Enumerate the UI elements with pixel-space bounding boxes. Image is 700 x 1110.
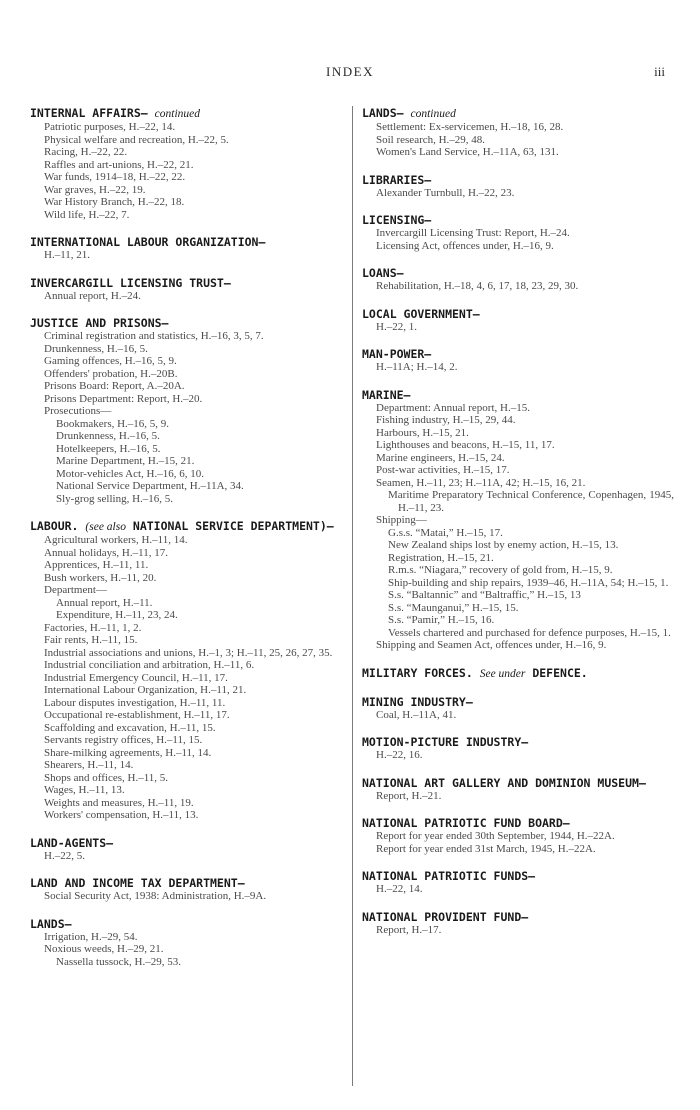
index-line: Bush workers, H.–11, 20. xyxy=(44,571,157,584)
heading-reference-text: DEFENCE. xyxy=(532,665,588,680)
index-line: Raffles and art-unions, H.–22, 21. xyxy=(44,158,194,171)
index-line: Wages, H.–11, 13. xyxy=(44,784,125,796)
index-line: Annual holidays, H.–11, 17. xyxy=(44,546,168,559)
index-line: Report, H.–17. xyxy=(376,923,442,936)
heading-text: MAN-POWER— xyxy=(362,347,432,361)
heading-text: LANDS— xyxy=(362,106,404,120)
heading-text: INTERNATIONAL LABOUR ORGANIZATION— xyxy=(30,235,266,249)
index-line: Rehabilitation, H.–18, 4, 6, 17, 18, 23, 29, 30. xyxy=(376,280,579,292)
index-line: New Zealand ships lost by enemy action, H.–15, 13. xyxy=(388,539,619,551)
heading-text: LAND-AGENTS— xyxy=(30,835,114,850)
index-line: Vessels chartered and purchased for defence purposes, H.–15, 1. xyxy=(388,626,671,639)
index-line: Industrial Emergency Council, H.–11, 17. xyxy=(44,671,228,684)
index-heading xyxy=(30,276,342,290)
index-line: Expenditure, H.–11, 23, 24. xyxy=(56,609,178,621)
index-line: Factories, H.–11, 1, 2. xyxy=(44,621,142,634)
index-line: Annual report, H.–11. xyxy=(56,596,153,609)
index-line: Women's Land Service, H.–11A, 63, 131. xyxy=(376,146,559,158)
heading-text: LIBRARIES— xyxy=(362,172,432,187)
index-line: Gaming offences, H.–16, 5, 9. xyxy=(44,355,177,367)
index-line: Shipping and Seamen Act, offences under, H.–16, 9. xyxy=(376,639,607,651)
index-line: Agricultural workers, H.–11, 14. xyxy=(44,534,188,546)
index-line: Noxious weeds, H.–29, 21. xyxy=(44,943,164,955)
index-line: Alexander Turnbull, H.–22, 23. xyxy=(376,186,515,199)
left-column xyxy=(30,106,342,982)
index-line: Servants registry offices, H.–11, 15. xyxy=(44,734,203,746)
heading-text: NATIONAL PATRIOTIC FUND BOARD— xyxy=(362,816,570,830)
index-entry xyxy=(30,106,342,221)
index-line: International Labour Organization, H.–11, 21. xyxy=(44,684,247,696)
index-line: Hotelkeepers, H.–16, 5. xyxy=(56,442,161,455)
index-heading xyxy=(362,173,674,187)
index-entry xyxy=(362,695,674,722)
index-line: Prosecutions— xyxy=(44,405,112,417)
index-line: H.–22, 14. xyxy=(376,883,423,895)
index-line: Wild life, H.–22, 7. xyxy=(44,208,130,221)
index-heading xyxy=(30,836,342,850)
index-line: Post-war activities, H.–15, 17. xyxy=(376,464,510,476)
index-line: Harbours, H.–15, 21. xyxy=(376,426,469,439)
index-line: War History Branch, H.–22, 18. xyxy=(44,196,185,208)
index-line: Soil research, H.–29, 48. xyxy=(376,133,486,146)
index-line: Bookmakers, H.–16, 5, 9. xyxy=(56,417,170,430)
index-line: Report for year ended 31st March, 1945, H.–22A. xyxy=(376,842,596,855)
index-line: Weights and measures, H.–11, 19. xyxy=(44,796,194,809)
index-line: Share-milking agreements, H.–11, 14. xyxy=(44,746,212,759)
see-reference: (see also xyxy=(85,521,126,533)
index-entry xyxy=(362,735,674,762)
heading-text: MILITARY FORCES. xyxy=(362,665,473,680)
index-line: Shops and offices, H.–11, 5. xyxy=(44,771,169,784)
index-line: Marine engineers, H.–15, 24. xyxy=(376,451,505,464)
index-entry xyxy=(30,276,342,303)
page-title: INDEX xyxy=(326,64,374,79)
index-heading xyxy=(362,307,674,321)
index-line: Drunkenness, H.–16, 5. xyxy=(56,430,160,442)
heading-text: JUSTICE AND PRISONS— xyxy=(30,316,169,330)
index-line: War graves, H.–22, 19. xyxy=(44,183,146,196)
index-line: Scaffolding and excavation, H.–11, 15. xyxy=(44,721,216,734)
index-heading xyxy=(362,266,674,280)
index-line: H.–22, 1. xyxy=(376,320,417,333)
index-entry xyxy=(30,235,342,262)
index-entry xyxy=(362,173,674,200)
index-entry xyxy=(362,213,674,252)
index-heading xyxy=(362,106,674,121)
index-heading xyxy=(30,917,342,931)
right-column xyxy=(362,106,674,950)
heading-text: NATIONAL PATRIOTIC FUNDS— xyxy=(362,869,536,883)
index-line: S.s. “Baltannic” and “Baltraffic,” H.–15, 13 xyxy=(388,589,581,601)
index-entry xyxy=(362,347,674,374)
heading-text: INVERCARGILL LICENSING TRUST— xyxy=(30,275,231,290)
index-line: Sly-grog selling, H.–16, 5. xyxy=(56,492,174,505)
index-line: National Service Department, H.–11A, 34. xyxy=(56,480,244,492)
index-line: Prisons Board: Report, A.–20A. xyxy=(44,380,185,392)
index-line: S.s. “Pamir,” H.–15, 16. xyxy=(388,614,495,626)
index-line: Coal, H.–11A, 41. xyxy=(376,708,457,721)
index-entry xyxy=(362,388,674,652)
heading-text: NATIONAL PROVIDENT FUND— xyxy=(362,909,529,924)
index-line: Settlement: Ex-servicemen, H.–18, 16, 28. xyxy=(376,121,564,133)
index-line: Motor-vehicles Act, H.–16, 6, 10. xyxy=(56,467,204,480)
index-line: S.s. “Maunganui,” H.–15, 15. xyxy=(388,601,519,614)
heading-text: INTERNAL AFFAIRS— xyxy=(30,106,148,120)
heading-text: NATIONAL ART GALLERY AND DOMINION MUSEUM— xyxy=(362,775,646,790)
heading-text: LOANS— xyxy=(362,266,404,280)
index-line: Licensing Act, offences under, H.–16, 9. xyxy=(376,239,554,252)
index-line: Shipping— xyxy=(376,514,427,526)
heading-text: LICENSING— xyxy=(362,213,432,227)
index-entry xyxy=(362,307,674,334)
index-heading xyxy=(362,666,674,681)
index-line: Criminal registration and statistics, H.–16, 3, 5, 7. xyxy=(44,330,264,342)
index-line: Maritime Preparatory Technical Conference, Copenhagen, 1945, H.–11, 23. xyxy=(388,489,674,514)
index-line: Invercargill Licensing Trust: Report, H.–24. xyxy=(376,227,570,239)
index-heading xyxy=(362,776,674,790)
index-heading xyxy=(30,316,342,330)
heading-text: LAND AND INCOME TAX DEPARTMENT— xyxy=(30,876,245,890)
index-entry xyxy=(362,816,674,855)
continued-note: continued xyxy=(154,108,200,120)
index-entry xyxy=(362,869,674,896)
index-line: Workers' compensation, H.–11, 13. xyxy=(44,809,199,821)
index-line: Ship-building and ship repairs, 1939–46, H.–11A, 54; H.–15, 1. xyxy=(388,576,669,589)
index-line: Occupational re-establishment, H.–11, 17. xyxy=(44,709,230,721)
index-line: Marine Department, H.–15, 21. xyxy=(56,455,195,467)
index-line: H.–11, 21. xyxy=(44,249,91,261)
index-line: Nassella tussock, H.–29, 53. xyxy=(56,955,181,968)
index-line: Social Security Act, 1938: Administration, H.–9A. xyxy=(44,890,267,902)
index-heading xyxy=(362,910,674,924)
index-line: G.s.s. “Matai,” H.–15, 17. xyxy=(388,526,503,539)
index-line: Patriotic purposes, H.–22, 14. xyxy=(44,121,176,133)
heading-text: LOCAL GOVERNMENT— xyxy=(362,306,480,321)
index-line: Lighthouses and beacons, H.–15, 11, 17. xyxy=(376,439,555,451)
index-heading xyxy=(362,869,674,883)
index-entry xyxy=(30,519,342,822)
index-line: Apprentices, H.–11, 11. xyxy=(44,559,149,571)
index-heading xyxy=(30,519,342,534)
index-heading xyxy=(362,695,674,709)
index-heading xyxy=(362,735,674,749)
index-line: H.–11A; H.–14, 2. xyxy=(376,361,458,373)
index-entry xyxy=(362,910,674,937)
index-entry xyxy=(30,876,342,903)
continued-note: continued xyxy=(410,108,456,120)
index-line: War funds, 1914–18, H.–22, 22. xyxy=(44,171,186,183)
index-line: Seamen, H.–11, 23; H.–11A, 42; H.–15, 16, 21. xyxy=(376,476,586,489)
page-header xyxy=(0,64,700,82)
heading-text: LANDS— xyxy=(30,916,72,931)
index-line: Industrial associations and unions, H.–1, 3; H.–11, 25, 26, 27, 35. xyxy=(44,646,333,659)
index-line: H.–22, 5. xyxy=(44,849,85,862)
index-line: Irrigation, H.–29, 54. xyxy=(44,930,138,943)
heading-reference-text: NATIONAL SERVICE DEPARTMENT)— xyxy=(132,519,334,533)
index-heading xyxy=(362,388,674,402)
index-line: Department: Annual report, H.–15. xyxy=(376,401,530,414)
index-heading xyxy=(30,876,342,890)
index-heading xyxy=(30,106,342,121)
index-entry xyxy=(362,776,674,803)
index-line: Fishing industry, H.–15, 29, 44. xyxy=(376,414,516,426)
index-line: Annual report, H.–24. xyxy=(44,289,141,302)
see-reference: See under xyxy=(479,667,526,680)
index-heading xyxy=(362,816,674,830)
heading-text: MINING INDUSTRY— xyxy=(362,694,473,709)
index-heading xyxy=(362,347,674,361)
column-divider xyxy=(352,106,353,1086)
index-entry xyxy=(30,316,342,505)
index-line: Registration, H.–15, 21. xyxy=(388,551,494,564)
index-entry xyxy=(362,266,674,293)
index-line: Labour disputes investigation, H.–11, 11. xyxy=(44,696,226,709)
index-line: Shearers, H.–11, 14. xyxy=(44,759,134,771)
heading-text: LABOUR. xyxy=(30,519,79,533)
index-entry xyxy=(362,666,674,681)
index-line: Report, H.–21. xyxy=(376,789,442,802)
page-number: iii xyxy=(654,64,665,79)
heading-text: MOTION-PICTURE INDUSTRY— xyxy=(362,735,529,749)
heading-text: MARINE— xyxy=(362,387,411,402)
index-line: R.m.s. “Niagara,” recovery of gold from, H.–15, 9. xyxy=(388,564,613,576)
index-entry xyxy=(30,836,342,863)
index-line: Offenders' probation, H.–20B. xyxy=(44,367,178,380)
index-line: Department— xyxy=(44,584,107,596)
index-line: Racing, H.–22, 22. xyxy=(44,146,128,158)
index-heading xyxy=(30,235,342,249)
index-line: Fair rents, H.–11, 15. xyxy=(44,634,138,646)
index-line: Prisons Department: Report, H.–20. xyxy=(44,392,203,405)
index-entry xyxy=(30,917,342,969)
index-line: H.–22, 16. xyxy=(376,749,423,761)
index-heading xyxy=(362,213,674,227)
index-line: Report for year ended 30th September, 1944, H.–22A. xyxy=(376,830,615,842)
index-line: Drunkenness, H.–16, 5. xyxy=(44,342,148,355)
index-entry xyxy=(362,106,674,159)
index-line: Physical welfare and recreation, H.–22, 5. xyxy=(44,133,229,146)
index-line: Industrial conciliation and arbitration, H.–11, 6. xyxy=(44,659,255,671)
